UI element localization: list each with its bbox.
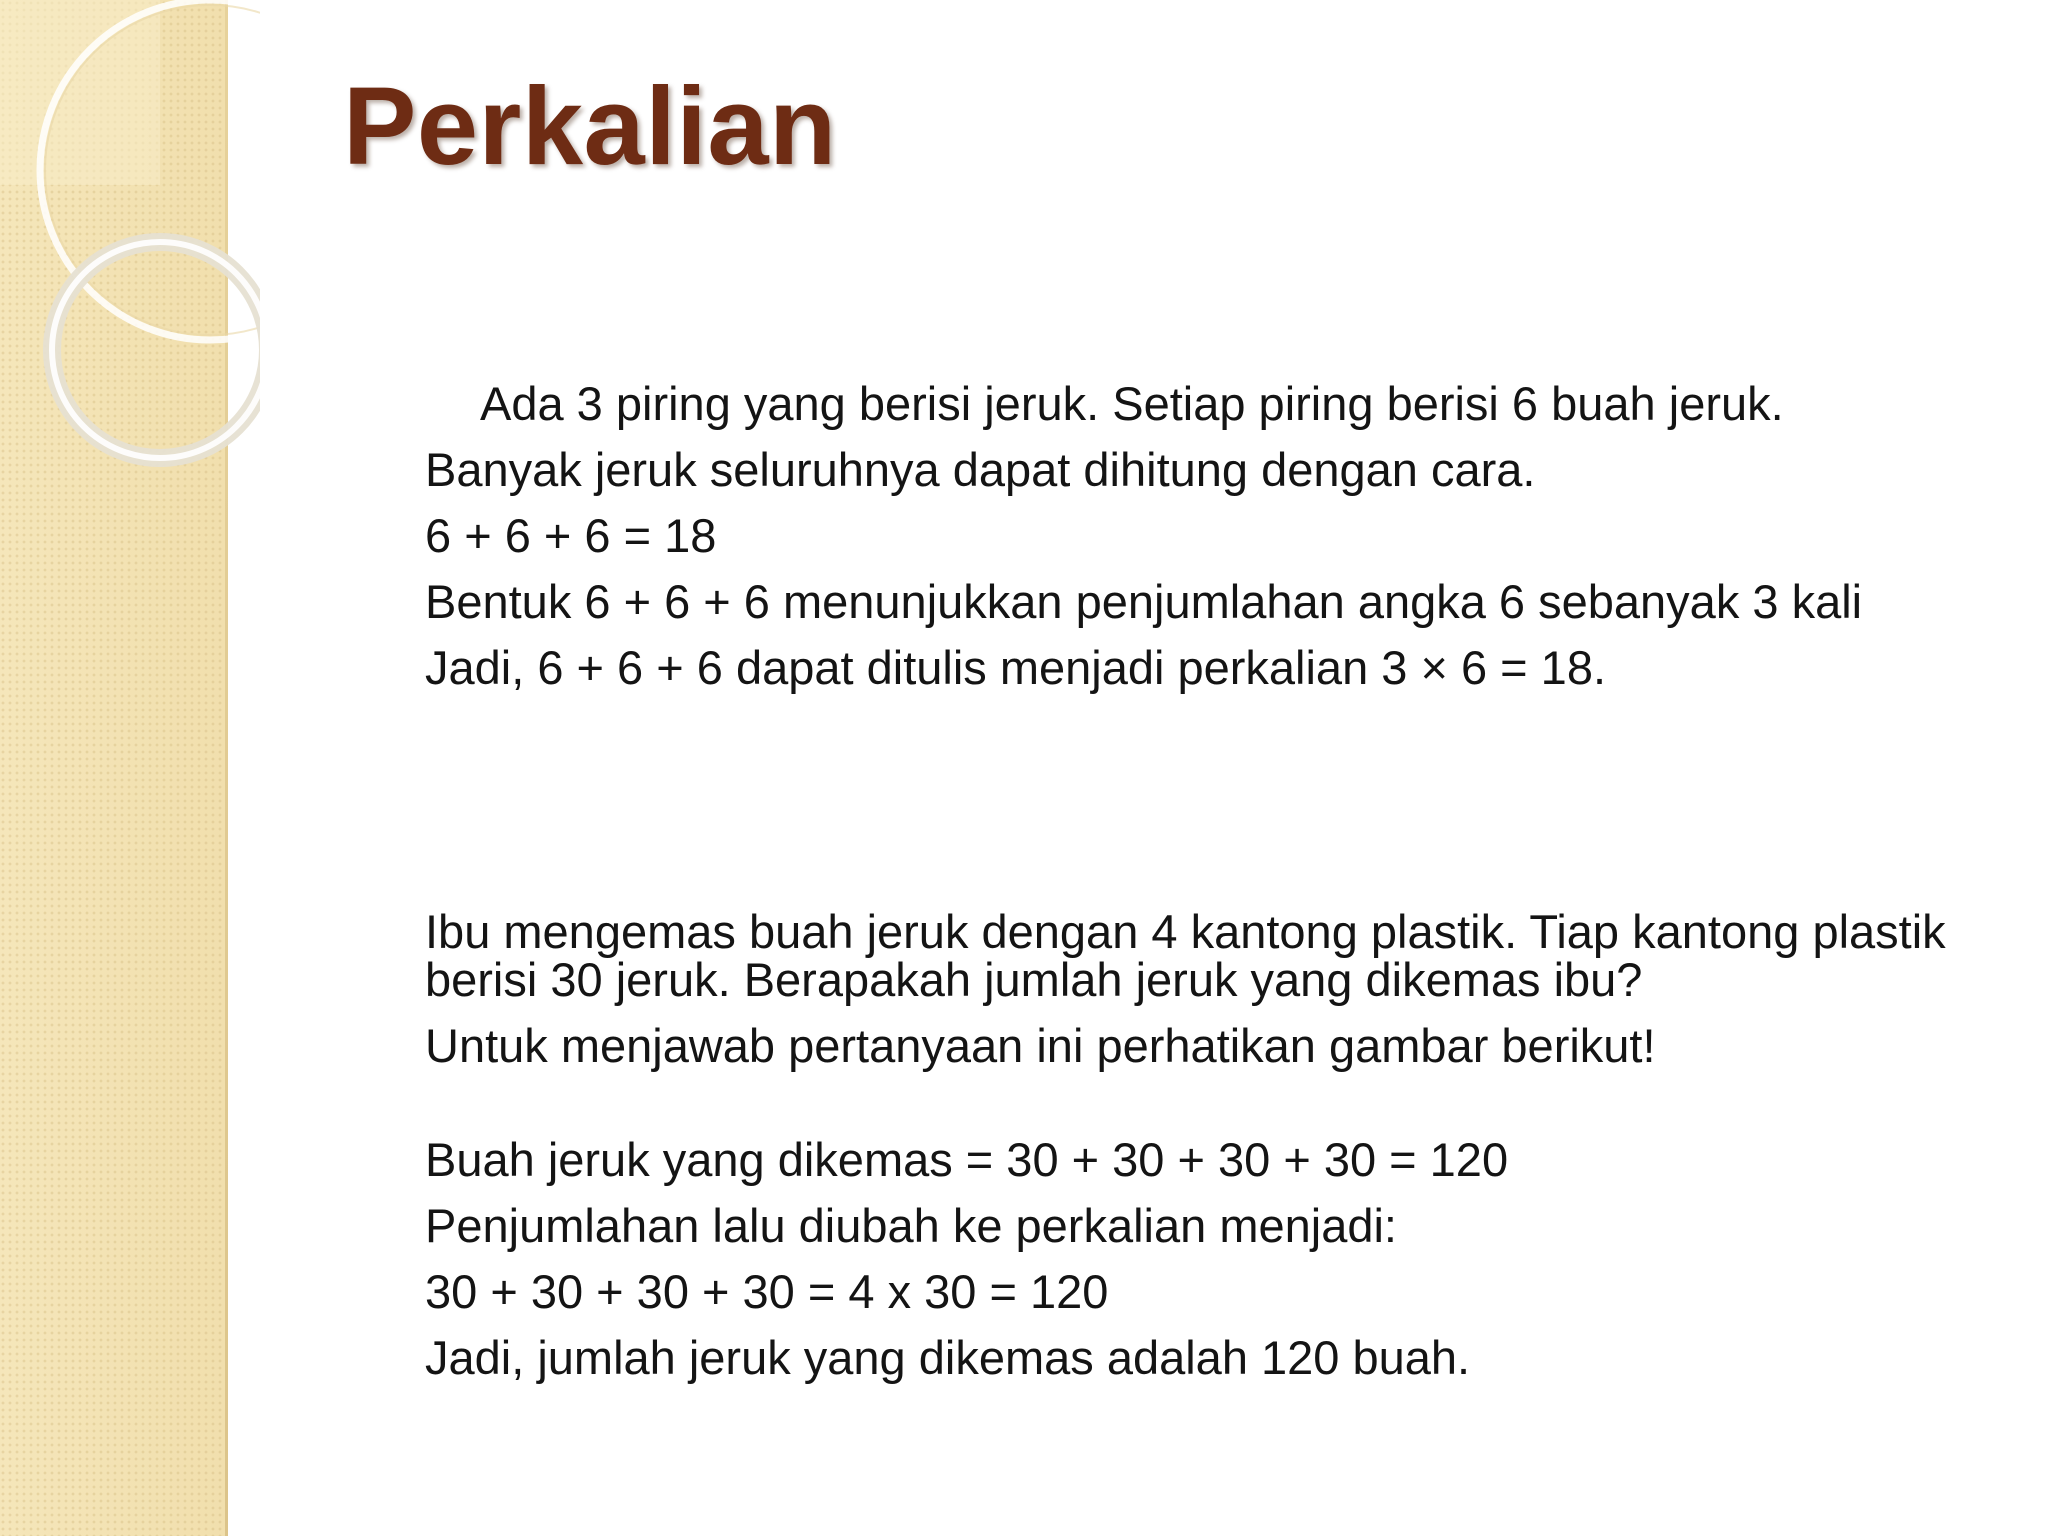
question-line: Ibu mengemas buah jeruk dengan 4 kantong plastik. Tiap kantong plastik berisi 30 jeruk. Berapakah jumlah jeruk yang dikemas ibu? <box>425 905 1946 1006</box>
equation-line: 30 + 30 + 30 + 30 = 4 x 30 = 120 <box>425 1265 1109 1318</box>
section-bags-answer <box>425 1133 1945 1384</box>
section-plates-example <box>425 377 1945 694</box>
text-line: Penjumlahan lalu diubah ke perkalian menjadi: <box>425 1199 1397 1252</box>
text-line: Banyak jeruk seluruhnya dapat dihitung dengan cara. <box>425 443 1536 496</box>
equation-line: Buah jeruk yang dikemas = 30 + 30 + 30 + 30 = 120 <box>425 1133 1509 1186</box>
conclusion-line: Jadi, 6 + 6 + 6 dapat ditulis menjadi perkalian 3 × 6 = 18. <box>425 641 1607 694</box>
section-bags-question <box>425 905 1950 1072</box>
decorative-rings <box>0 0 260 520</box>
equation-line: 6 + 6 + 6 = 18 <box>425 509 717 562</box>
text-line: Bentuk 6 + 6 + 6 menunjukkan penjumlahan angka 6 sebanyak 3 kali <box>425 575 1863 628</box>
instruction-line: Untuk menjawab pertanyaan ini perhatikan gambar berikut! <box>425 1019 1656 1072</box>
text-line: Ada 3 piring yang berisi jeruk. Setiap piring berisi 6 buah jeruk. <box>480 377 1784 430</box>
slide-title: Perkalian <box>343 65 837 188</box>
conclusion-line: Jadi, jumlah jeruk yang dikemas adalah 120 buah. <box>425 1331 1471 1384</box>
